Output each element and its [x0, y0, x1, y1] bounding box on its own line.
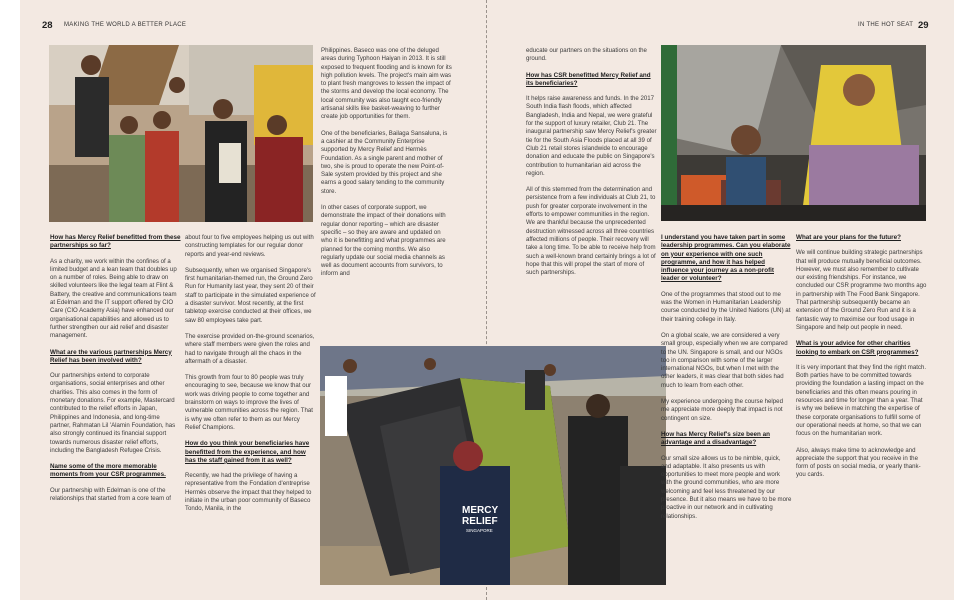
heading-leadership-programmes: I understand you have taken part in some leadership programmes. Can you elaborate on your experience with one such programme, and how it has helped influence your journey as a non-profit leader or volunteer?: [661, 234, 791, 283]
magazine-spread: [20, 0, 954, 600]
heading-csr-benefitted: How has CSR benefitted Mercy Relief and its beneficiaries?: [526, 71, 651, 87]
para-women-humanitarian: One of the programmes that stood out to me was the Women in Humanitarian Leadership course conducted by the United Nations (UN) at their training college in Italy.: [661, 290, 791, 323]
para-year-end-reviews: about four to five employees helping us out with constructing templates for our regular donor reports and year-end reviews.: [185, 234, 314, 258]
para-exercise-scenarios: The exercise provided on-the-ground scenarios, where staff members were given the roles and had to navigate through all the chaos in the aftermath of a disaster.: [185, 332, 315, 365]
para-charity-limited-budget: As a charity, we work within the confines of a limited budget and a lean team that doubles up on a number of roles. Being able to draw on skilled volunteers like the legal team at Flint & Battery, the creative and communications team at Edelman and the IT support offered by CIO Care (CIO Academy Asia) have enhanced our organisational capabilities and allowed us to further strengthen our aid relief and disaster management.: [50, 257, 177, 340]
para-growth-four-to-80: This growth from four to 80 people was truly encouraging to see, because we know that our work was driving people to come together and brainstorm on ways to improve the lives of vulnerable communities across the region. That is why we often refer to them as our Mercy Relief Champions.: [185, 374, 313, 431]
photo-group-portrait: [49, 45, 313, 222]
para-right-match: It is very important that they find the right match. Both parties have to be committed towards providing the foundation a lasting impact on the beneficiaries and this often means pouring in resources and time for longer than a year. That is why we believe in matching the expertise of these corporate organisations to fulfill some of our operational needs at home, so that we can focus on the humanitarian work.: [796, 363, 927, 438]
para-hermes-representative: Recently, we had the privilege of having a representative from the Fondation d'entreprise Hermès observe the impact that they helped to initiate in the urban poor community of Baseco Tondo, Manila, in the: [185, 472, 312, 513]
right-page-number: 29: [918, 20, 929, 31]
photo-tent-volunteers: [320, 346, 666, 585]
left-column-1: [50, 234, 181, 511]
para-partnerships-extend: Our partnerships extend to corporate organisations, social enterprises and other charities. This also comes in the form of monetary donations. For example, Mastercard contributed to the relief efforts in Japan, Philippines and Indonesia, and long-time partner, Rahmatan Lil 'Alamin Foundation, has also strongly continued its financial support towards numerous disaster relief efforts, including the Bangladesh Refugee Crisis.: [50, 372, 176, 454]
para-educate-partners: educate our partners on the situations on the ground.: [526, 47, 647, 63]
para-acknowledge-support: Also, always make time to acknowledge and appreciate the support that you receive in the form of posts on social media, or yearly thank-you cards.: [796, 446, 921, 479]
left-page-number: 28: [42, 20, 53, 31]
tent-logo-line1: MERCY: [462, 505, 499, 516]
left-running-head: MAKING THE WORLD A BETTER PLACE: [64, 22, 187, 28]
para-global-scale: On a global scale, we are considered a very small group, especially when we are compared to the UN. Singapore is small, and our NGOs too in comparison with some of the larger international NGOs, but when I met with the other leaders, it was clear that both sides had much to learn from each other.: [661, 331, 788, 389]
para-strategic-partnerships: We will continue building strategic partnerships that will produce mutually beneficial outcomes. However, we must also remember to cultivate our existing friendships. For instance, we concluded our CSR programme two months ago in partnership with The Food Bank Singapore. That partnership subsequently became an extension of the Ground Zero Run and it is a fantastic way to maximise our food usage in Singapore and help out people in need.: [796, 249, 927, 331]
heading-advice-charities: What is your advice for other charities looking to embark on CSR programmes?: [796, 340, 919, 356]
para-bailaga-sansaluna: One of the beneficiaries, Bailaga Sansaluna, is a cashier at the Community Enterprise supported by Mercy Relief and Hermès Foundation. As a single parent and mother of two, she is proud to operate the new Point-of-Sale system provided by this project and she earns a good salary tending to the community store.: [321, 129, 448, 195]
tent-logo-line3: SINGAPORE: [466, 528, 493, 533]
para-club21-determination: All of this stemmed from the determination and persistence from a few individuals at Club 21, to push for greater corporate involvement in the efforts to empower communities in the region. We are thankful because the unprecedented destruction witnessed across all three countries affected millions of people. Their recovery will take a long time. To be able to receive help from such a well-known brand certainly brings a lot of hope that this will propel the start of more of such partnerships.: [526, 186, 656, 277]
heading-beneficiaries-benefitted: How do you think your beneficiaries have benefitted from the experience, and how has the staff gained from it as well?: [185, 440, 310, 464]
right-column-1: [526, 47, 657, 285]
para-impact-not-size: My experience undergoing the course helped me appreciate more deeply that impact is not contingent on size.: [661, 398, 783, 422]
tent-logo-line2: RELIEF: [462, 516, 498, 527]
para-baseco-typhoon: Philippines. Baseco was one of the deluged areas during Typhoon Haiyan in 2013. It is still exposed to frequent flooding and is known for its high pollution levels. The project's main aim was to plant fresh mangroves to lessen the impact of the storms and develop the local economy. The local community was also taught eco-friendly artisanal skills like basket-weaving to further create job opportunities for them.: [321, 47, 452, 121]
right-column-2: [661, 234, 792, 529]
left-column-3: [321, 47, 452, 287]
right-column-3: [796, 234, 927, 488]
heading-various-partnerships: What are the various partnerships Mercy Relief has been involved with?: [50, 348, 172, 364]
para-small-size: Our small size allows us to be nimble, quick, and adaptable. It also presents us with opportunities to meet more people and work with the ground communities, who are more welcoming and feel less threatened by our presence. But it also means we have to be more proactive in our network and in cultivating relationships.: [661, 454, 792, 520]
photo-woman-and-child: [661, 45, 926, 221]
para-ground-zero-run: Subsequently, when we organised Singapore's first humanitarian-themed run, the Ground Zero Run for Humanity last year, they sent 20 of their staff to participate in the simulated experience of a disaster survivor. Most recently, at the first tabletop exercise conducted at their offices, we saw 80 employees take part.: [185, 266, 316, 324]
heading-partnerships-benefit: How has Mercy Relief benefitted from these partnerships so far?: [50, 234, 181, 250]
left-column-2: [185, 234, 316, 522]
heading-future-plans: What are your plans for the future?: [796, 234, 901, 241]
para-corporate-support: In other cases of corporate support, we demonstrate the impact of their donations with regular donor reporting – which are disaster specific – so they are aware and updated on who it is benefitting and what programmes are planned for the coming months. We also regularly update our social media channels as well as document accounts from survivors, to inform and: [321, 204, 446, 278]
heading-size-advantage: How has Mercy Relief's size been an advantage and a disadvantage?: [661, 430, 770, 447]
right-running-head: IN THE HOT SEAT: [858, 22, 914, 28]
para-raise-awareness: It helps raise awareness and funds. In the 2017 South India flash floods, which affected Bangladesh, India and Nepal, we were grateful for the support of luxury retailer, Club 21. The inaugural partnership saw Mercy Relief's greater tie for the South Asia Floods placed at all 39 of Club 21 retail stores islandwide to encourage donation and educate the public on Singapore's contribution to humanitarian aid across the region.: [526, 95, 657, 177]
para-edelman-partnership: Our partnership with Edelman is one of the relationships that started from a core team of: [50, 486, 171, 503]
heading-memorable-moments: Name some of the more memorable moments from your CSR programmes.: [50, 463, 166, 479]
